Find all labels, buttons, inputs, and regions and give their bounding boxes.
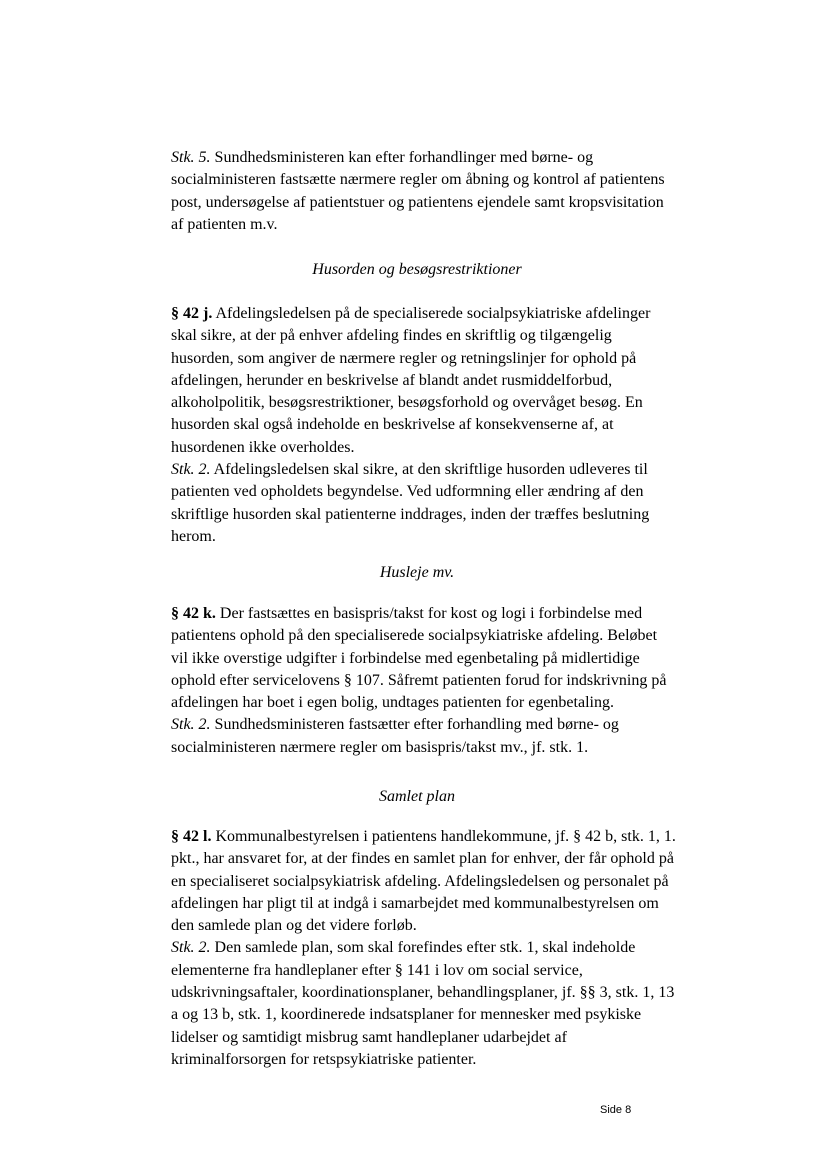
paragraph-42k-stk2 [157, 714, 677, 759]
section-42l-text: Kommunalbestyrelsen i patientens handlekommune, jf. § 42 b, stk. 1, 1. pkt., har ansvaret for, at der findes en samlet plan for enhver, der får ophold på en specialiseret socialpsykiatrisk afdeling. Afdelingsledelsen og personalet på afdelingen har pligt til at indgå i samarbejdet med kommunalbestyrelsen om den samlede plan og det videre forløb. [171, 828, 676, 935]
heading-samlet-plan: Samlet plan [379, 788, 455, 805]
section-42j [157, 303, 677, 548]
paragraph-stk5 [157, 147, 677, 236]
page-number: Side 8 [600, 1104, 632, 1116]
stk2-label: Stk. 2. [171, 461, 211, 479]
section-42k-text: Der fastsættes en basispris/takst for kost og logi i forbindelse med patientens ophold på den specialiserede socialpsykiatriske afdeling. Beløbet vil ikke overstige udgifter i forbindelse med egenbetaling på midlertidige ophold efter servicelovens § 107. Såfremt patienten forud for indskrivning på afdelingen har boet i egen bolig, undtages patienten for egenbetaling. [171, 605, 667, 712]
paragraph-42j-stk2 [157, 459, 677, 548]
heading-husleje: Husleje mv. [379, 564, 455, 581]
paragraph-42k [157, 603, 677, 714]
section-42j-text: Afdelingsledelsen på de specialiserede socialpsykiatriske afdelinger skal sikre, at der på enhver afdeling findes en skriftlig og tilgængelig husorden, som angiver de nærmere regler og retningslinjer for ophold på afdelingen, herunder en beskrivelse af blandt andet rusmiddelforbud, alkoholpolitik, besøgsrestriktioner, besøgsforhold og overvåget besøg. En husorden skal også indeholde en beskrivelse af konsekvenserne af, at husordenen ikke overholdes. [171, 305, 651, 456]
section-42j-label: § 42 j. [171, 305, 213, 322]
stk2-text: Den samlede plan, som skal forefindes efter stk. 1, skal indeholde elementerne fra handleplaner efter § 141 i lov om social service, udskrivningsaftaler, koordinationsplaner, behandlingsplaner, jf. §§ 3, stk. 1, 13 a og 13 b, stk. 1, koordinerede indsatsplaner for mennesker med psykiske lidelser og samtidigt misbrug samt handleplaner udarbejdet af kriminalforsorgen for retspsykiatriske patienter. [171, 939, 675, 1068]
section-42l-label: § 42 l. [171, 828, 212, 845]
stk2-label: Stk. 2. [171, 939, 211, 957]
stk5-label: Stk. 5. [171, 149, 211, 166]
paragraph-42l [157, 826, 677, 937]
section-42k [157, 603, 677, 759]
paragraph-42j [157, 303, 677, 459]
section-42k-label: § 42 k. [171, 605, 216, 622]
stk2-label: Stk. 2. [171, 716, 211, 734]
heading-husorden: Husorden og besøgsrestriktioner [312, 261, 522, 278]
stk2-text: Afdelingsledelsen skal sikre, at den skriftlige husorden udleveres til patienten ved opholdets begyndelse. Ved udformning eller ændring af den skriftlige husorden skal patienterne inddrages, inden der træffes beslutning herom. [171, 461, 650, 545]
paragraph-42l-stk2 [157, 937, 677, 1071]
section-42l [157, 826, 677, 1071]
stk2-text: Sundhedsministeren fastsætter efter forhandling med børne- og socialministeren nærmere regler om basispris/takst mv., jf. stk. 1. [171, 716, 619, 756]
stk5-text: Sundhedsministeren kan efter forhandlinger med børne- og socialministeren fastsætte nærmere regler om åbning og kontrol af patientens post, undersøgelse af patientstuer og patientens ejendele samt kropsvisitation af patienten m.v. [171, 149, 665, 233]
